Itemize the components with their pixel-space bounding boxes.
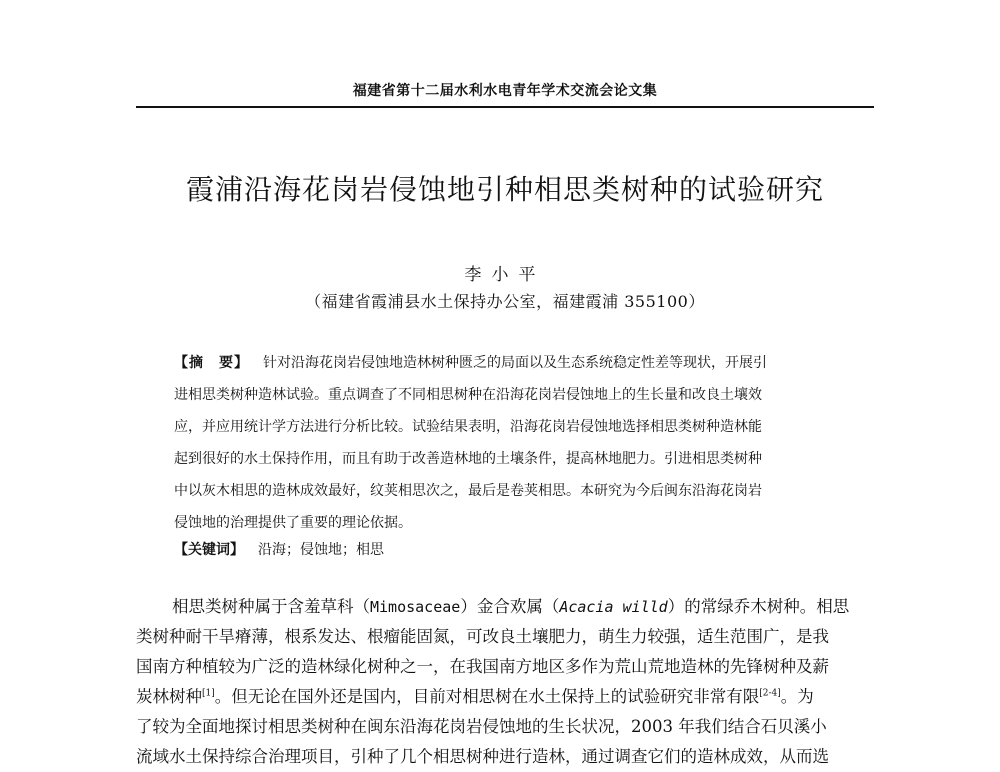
keywords-label: 【关键词】: [174, 542, 244, 558]
abstract-line: 起到很好的水土保持作用，而且有助于改善造林地的土壤条件，提高林地肥力。引进相思类树种: [174, 451, 762, 467]
author-name: 李小平: [464, 265, 546, 285]
running-header: 福建省第十二届水利水电青年学术交流会论文集: [352, 83, 658, 99]
abstract-line: 应，并应用统计学方法进行分析比较。试验结果表明，沿海花岗岩侵蚀地选择相思类树种造林能: [174, 419, 762, 435]
body-text: 。但无论在国外还是国内，目前对相思树在水土保持上的试验研究非常有限: [214, 687, 760, 706]
genus-name: Acacia willd: [559, 598, 668, 616]
abstract-text: 针对沿海花岗岩侵蚀地造林树种匮乏的局面以及生态系统稳定性差等现状，开展引: [263, 355, 767, 371]
body-text: ）的常绿乔木树种。相思: [667, 597, 850, 616]
body-line: 类树种耐干旱瘠薄，根系发达、根瘤能固氮，可改良土壤肥力，萌生力较强，适生范围广，是我: [136, 627, 829, 646]
citation-ref: [2-4]: [759, 688, 781, 699]
author-affiliation: （福建省霞浦县水土保持办公室，福建霞浦 355100）: [305, 292, 705, 311]
abstract: [174, 347, 844, 539]
abstract-line: 侵蚀地的治理提供了重要的理论依据。: [174, 515, 412, 531]
family-name: Mimosaceae: [370, 598, 461, 616]
paper-title: 霞浦沿海花岗岩侵蚀地引种相思类树种的试验研究: [185, 173, 824, 206]
body-text: 相思类树种属于含羞草科（: [172, 597, 370, 616]
body-line: 流域水土保持综合治理项目，引种了几个相思树种进行造林，通过调查它们的造林成效，从而选: [136, 747, 829, 766]
body-line: [136, 592, 874, 622]
body-text: 。为: [780, 687, 814, 706]
keywords-text: 沿海；侵蚀地；相思: [258, 542, 384, 558]
body-line: 国南方种植较为广泛的造林绿化树种之一，在我国南方地区多作为荒山荒地造林的先锋树种及薪: [136, 657, 829, 676]
abstract-line: 中以灰木相思的造林成效最好，纹荚相思次之，最后是卷荚相思。本研究为今后闽东沿海花岗岩: [174, 483, 762, 499]
abstract-label: 【摘 要】: [174, 355, 249, 371]
abstract-line: 进相思类树种造林试验。重点调查了不同相思树种在沿海花岗岩侵蚀地上的生长量和改良土壤效: [174, 387, 762, 403]
body-paragraph: [136, 592, 874, 772]
citation-ref: [1]: [202, 688, 215, 699]
body-line: 了较为全面地探讨相思类树种在闽东沿海花岗岩侵蚀地的生长状况，2003 年我们结合石贝溪小: [136, 717, 827, 736]
keywords: [174, 540, 844, 560]
abstract-line: [174, 347, 844, 379]
body-text: ）金合欢属（: [460, 597, 560, 616]
body-text: 炭林树种: [136, 687, 202, 706]
body-line: [136, 682, 874, 712]
header-rule: [136, 106, 874, 108]
